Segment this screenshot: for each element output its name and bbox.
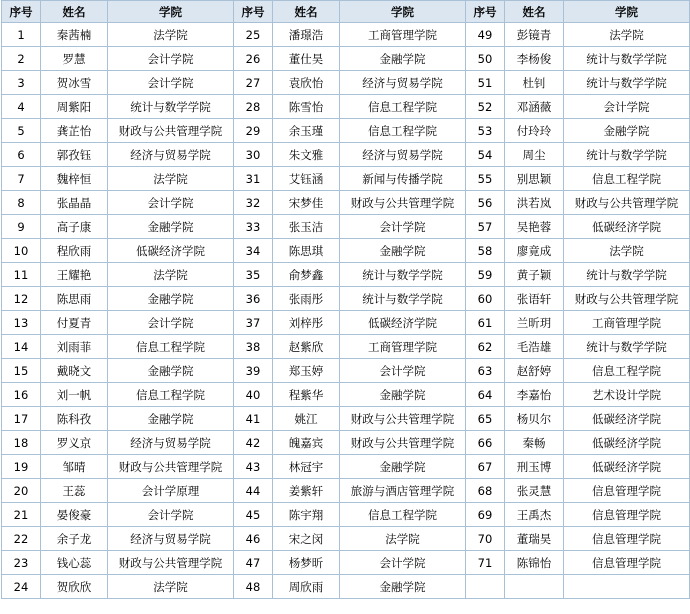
cell-index: 30	[234, 143, 273, 167]
cell-college: 经济与贸易学院	[108, 527, 234, 551]
cell-college: 金融学院	[108, 359, 234, 383]
table-row	[2, 335, 690, 359]
cell-college: 统计与数学学院	[564, 335, 690, 359]
cell-name: 兰昕玥	[505, 311, 564, 335]
cell-college: 信息工程学院	[108, 383, 234, 407]
cell-college: 统计与数学学院	[108, 95, 234, 119]
cell-name: 余子龙	[41, 527, 108, 551]
cell-name: 朱文雅	[273, 143, 340, 167]
cell-college: 会计学院	[108, 191, 234, 215]
table-row	[2, 167, 690, 191]
table-row	[2, 95, 690, 119]
cell-name: 廖竟成	[505, 239, 564, 263]
table-row	[2, 239, 690, 263]
cell-index: 65	[466, 407, 505, 431]
cell-index: 14	[2, 335, 41, 359]
cell-name: 周紫阳	[41, 95, 108, 119]
table-row	[2, 71, 690, 95]
cell-name: 秦茜楠	[41, 23, 108, 47]
cell-college: 法学院	[108, 575, 234, 599]
cell-name: 俞梦鑫	[273, 263, 340, 287]
cell-index: 41	[234, 407, 273, 431]
cell-name: 姚江	[273, 407, 340, 431]
cell-index: 50	[466, 47, 505, 71]
cell-name: 邓涵薇	[505, 95, 564, 119]
cell-name: 李杨俊	[505, 47, 564, 71]
cell-index: 71	[466, 551, 505, 575]
cell-college: 会计学院	[108, 71, 234, 95]
header-college: 学院	[108, 1, 234, 23]
cell-name: 贺冰雪	[41, 71, 108, 95]
cell-name: 罗义京	[41, 431, 108, 455]
cell-index: 60	[466, 287, 505, 311]
cell-name: 付夏青	[41, 311, 108, 335]
cell-index: 52	[466, 95, 505, 119]
cell-college: 旅游与酒店管理学院	[340, 479, 466, 503]
cell-college: 财政与公共管理学院	[108, 455, 234, 479]
cell-name: 钱心蕊	[41, 551, 108, 575]
cell-name: 张晶晶	[41, 191, 108, 215]
cell-name: 晏俊豪	[41, 503, 108, 527]
cell-name: 刘雨菲	[41, 335, 108, 359]
cell-index: 61	[466, 311, 505, 335]
cell-college: 财政与公共管理学院	[340, 407, 466, 431]
cell-college: 低碳经济学院	[564, 455, 690, 479]
cell-name: 王耀艳	[41, 263, 108, 287]
table-row	[2, 431, 690, 455]
cell-name: 袁欣怡	[273, 71, 340, 95]
cell-name: 张雨彤	[273, 287, 340, 311]
cell-college: 会计学院	[340, 359, 466, 383]
cell-college: 会计学原理	[108, 479, 234, 503]
cell-index: 43	[234, 455, 273, 479]
header-name: 姓名	[41, 1, 108, 23]
cell-index: 29	[234, 119, 273, 143]
cell-college: 统计与数学学院	[564, 47, 690, 71]
cell-index: 13	[2, 311, 41, 335]
cell-index: 24	[2, 575, 41, 599]
cell-college: 信息工程学院	[108, 335, 234, 359]
cell-name: 贺欣欣	[41, 575, 108, 599]
cell-index: 62	[466, 335, 505, 359]
cell-name: 王蕊	[41, 479, 108, 503]
cell-college: 财政与公共管理学院	[108, 551, 234, 575]
cell-index: 7	[2, 167, 41, 191]
cell-college: 财政与公共管理学院	[340, 431, 466, 455]
cell-index: 42	[234, 431, 273, 455]
cell-college: 金融学院	[340, 455, 466, 479]
cell-name: 陈科孜	[41, 407, 108, 431]
cell-index: 25	[234, 23, 273, 47]
cell-name: 彭镜青	[505, 23, 564, 47]
cell-college: 信息工程学院	[564, 167, 690, 191]
cell-index: 33	[234, 215, 273, 239]
table-row	[2, 359, 690, 383]
cell-index: 66	[466, 431, 505, 455]
cell-index: 44	[234, 479, 273, 503]
table-row	[2, 575, 690, 599]
cell-college: 会计学院	[108, 503, 234, 527]
cell-name: 刘一帆	[41, 383, 108, 407]
cell-name: 陈锦怡	[505, 551, 564, 575]
cell-name: 程紫华	[273, 383, 340, 407]
cell-college: 经济与贸易学院	[108, 143, 234, 167]
cell-index: 19	[2, 455, 41, 479]
cell-name: 王禹杰	[505, 503, 564, 527]
cell-index: 16	[2, 383, 41, 407]
cell-index: 27	[234, 71, 273, 95]
cell-college: 会计学院	[340, 215, 466, 239]
cell-name: 邹晴	[41, 455, 108, 479]
cell-college: 统计与数学学院	[564, 263, 690, 287]
cell-college: 法学院	[108, 167, 234, 191]
cell-name	[505, 575, 564, 599]
cell-index: 58	[466, 239, 505, 263]
header-index: 序号	[466, 1, 505, 23]
cell-name: 潘璟浩	[273, 23, 340, 47]
table-row	[2, 191, 690, 215]
cell-index: 38	[234, 335, 273, 359]
cell-name: 张灵慧	[505, 479, 564, 503]
cell-index: 31	[234, 167, 273, 191]
cell-index: 17	[2, 407, 41, 431]
cell-index: 34	[234, 239, 273, 263]
cell-college: 低碳经济学院	[108, 239, 234, 263]
cell-name: 周尘	[505, 143, 564, 167]
cell-college: 财政与公共管理学院	[340, 191, 466, 215]
cell-index: 8	[2, 191, 41, 215]
cell-college: 经济与贸易学院	[108, 431, 234, 455]
cell-index: 67	[466, 455, 505, 479]
cell-college: 财政与公共管理学院	[564, 191, 690, 215]
cell-college: 低碳经济学院	[564, 407, 690, 431]
cell-college: 金融学院	[108, 287, 234, 311]
cell-name: 魄嘉宾	[273, 431, 340, 455]
cell-college: 金融学院	[340, 383, 466, 407]
cell-name: 郑玉婷	[273, 359, 340, 383]
cell-name: 戴晓文	[41, 359, 108, 383]
cell-index: 35	[234, 263, 273, 287]
cell-college: 工商管理学院	[340, 335, 466, 359]
cell-index: 12	[2, 287, 41, 311]
cell-index: 32	[234, 191, 273, 215]
cell-college: 金融学院	[108, 407, 234, 431]
header-college: 学院	[564, 1, 690, 23]
cell-index: 57	[466, 215, 505, 239]
cell-name: 付玲玲	[505, 119, 564, 143]
cell-index: 56	[466, 191, 505, 215]
cell-name: 宋之闵	[273, 527, 340, 551]
cell-name: 艾钰涵	[273, 167, 340, 191]
cell-name: 姜紫轩	[273, 479, 340, 503]
cell-name: 高子康	[41, 215, 108, 239]
cell-college	[564, 575, 690, 599]
table-row	[2, 455, 690, 479]
cell-name: 周欣雨	[273, 575, 340, 599]
cell-college: 信息工程学院	[564, 359, 690, 383]
cell-index	[466, 575, 505, 599]
cell-index: 69	[466, 503, 505, 527]
cell-index: 59	[466, 263, 505, 287]
cell-college: 统计与数学学院	[564, 71, 690, 95]
cell-college: 金融学院	[340, 239, 466, 263]
cell-college: 金融学院	[564, 119, 690, 143]
cell-college: 信息管理学院	[564, 527, 690, 551]
cell-name: 郭孜钰	[41, 143, 108, 167]
cell-college: 法学院	[108, 263, 234, 287]
cell-college: 工商管理学院	[564, 311, 690, 335]
table-row	[2, 287, 690, 311]
cell-name: 毛浩雄	[505, 335, 564, 359]
cell-college: 统计与数学学院	[340, 263, 466, 287]
header-index: 序号	[234, 1, 273, 23]
cell-index: 4	[2, 95, 41, 119]
cell-college: 工商管理学院	[340, 23, 466, 47]
cell-name: 赵舒婷	[505, 359, 564, 383]
cell-college: 低碳经济学院	[564, 215, 690, 239]
cell-college: 法学院	[564, 23, 690, 47]
cell-index: 36	[234, 287, 273, 311]
cell-college: 法学院	[108, 23, 234, 47]
cell-name: 董仕昊	[273, 47, 340, 71]
cell-index: 1	[2, 23, 41, 47]
cell-college: 信息管理学院	[564, 479, 690, 503]
cell-index: 68	[466, 479, 505, 503]
cell-index: 37	[234, 311, 273, 335]
header-college: 学院	[340, 1, 466, 23]
table-row	[2, 407, 690, 431]
cell-index: 45	[234, 503, 273, 527]
table-row	[2, 551, 690, 575]
cell-college: 信息工程学院	[340, 95, 466, 119]
cell-index: 48	[234, 575, 273, 599]
cell-college: 信息管理学院	[564, 551, 690, 575]
table-row	[2, 383, 690, 407]
cell-name: 罗慧	[41, 47, 108, 71]
cell-name: 秦畅	[505, 431, 564, 455]
table-row	[2, 119, 690, 143]
cell-college: 信息工程学院	[340, 503, 466, 527]
table-header-row	[2, 1, 690, 23]
table-row	[2, 215, 690, 239]
cell-college: 金融学院	[108, 215, 234, 239]
cell-index: 2	[2, 47, 41, 71]
cell-college: 会计学院	[564, 95, 690, 119]
cell-index: 53	[466, 119, 505, 143]
cell-index: 63	[466, 359, 505, 383]
cell-index: 11	[2, 263, 41, 287]
cell-college: 会计学院	[108, 47, 234, 71]
cell-college: 会计学院	[108, 311, 234, 335]
cell-index: 21	[2, 503, 41, 527]
cell-college: 艺术设计学院	[564, 383, 690, 407]
cell-index: 28	[234, 95, 273, 119]
cell-index: 20	[2, 479, 41, 503]
cell-name: 杨梦昕	[273, 551, 340, 575]
cell-index: 55	[466, 167, 505, 191]
cell-index: 49	[466, 23, 505, 47]
cell-index: 64	[466, 383, 505, 407]
cell-index: 9	[2, 215, 41, 239]
cell-college: 会计学院	[340, 551, 466, 575]
cell-name: 杨贝尔	[505, 407, 564, 431]
cell-college: 金融学院	[340, 47, 466, 71]
cell-college: 经济与贸易学院	[340, 143, 466, 167]
cell-name: 刘梓彤	[273, 311, 340, 335]
cell-index: 70	[466, 527, 505, 551]
cell-college: 财政与公共管理学院	[564, 287, 690, 311]
table-row	[2, 263, 690, 287]
cell-name: 赵紫欣	[273, 335, 340, 359]
cell-index: 51	[466, 71, 505, 95]
cell-index: 23	[2, 551, 41, 575]
cell-college: 统计与数学学院	[340, 287, 466, 311]
cell-index: 47	[234, 551, 273, 575]
cell-index: 26	[234, 47, 273, 71]
cell-name: 张语轩	[505, 287, 564, 311]
cell-name: 龚芷怡	[41, 119, 108, 143]
cell-name: 陈雪怡	[273, 95, 340, 119]
cell-name: 黄子颖	[505, 263, 564, 287]
cell-college: 法学院	[340, 527, 466, 551]
cell-college: 信息工程学院	[340, 119, 466, 143]
cell-index: 18	[2, 431, 41, 455]
table-row	[2, 479, 690, 503]
cell-name: 刑玉博	[505, 455, 564, 479]
cell-name: 吴艳蓉	[505, 215, 564, 239]
cell-college: 低碳经济学院	[340, 311, 466, 335]
table-row	[2, 527, 690, 551]
cell-college: 新闻与传播学院	[340, 167, 466, 191]
cell-college: 财政与公共管理学院	[108, 119, 234, 143]
cell-index: 22	[2, 527, 41, 551]
cell-name: 别思颖	[505, 167, 564, 191]
cell-college: 经济与贸易学院	[340, 71, 466, 95]
cell-name: 余玉瑾	[273, 119, 340, 143]
header-index: 序号	[2, 1, 41, 23]
table-row	[2, 503, 690, 527]
table-row	[2, 23, 690, 47]
cell-index: 10	[2, 239, 41, 263]
cell-name: 程欣雨	[41, 239, 108, 263]
cell-name: 宋梦佳	[273, 191, 340, 215]
cell-name: 陈宇翔	[273, 503, 340, 527]
table-row	[2, 143, 690, 167]
cell-index: 6	[2, 143, 41, 167]
table-body	[2, 23, 690, 599]
cell-college: 金融学院	[340, 575, 466, 599]
cell-index: 3	[2, 71, 41, 95]
cell-index: 40	[234, 383, 273, 407]
cell-name: 杜钊	[505, 71, 564, 95]
cell-index: 5	[2, 119, 41, 143]
cell-college: 统计与数学学院	[564, 143, 690, 167]
cell-name: 张玉洁	[273, 215, 340, 239]
cell-name: 陈思琪	[273, 239, 340, 263]
cell-index: 46	[234, 527, 273, 551]
cell-college: 法学院	[564, 239, 690, 263]
cell-index: 54	[466, 143, 505, 167]
header-name: 姓名	[505, 1, 564, 23]
cell-college: 低碳经济学院	[564, 431, 690, 455]
cell-name: 董瑞昊	[505, 527, 564, 551]
header-name: 姓名	[273, 1, 340, 23]
cell-college: 信息管理学院	[564, 503, 690, 527]
cell-name: 林冠宇	[273, 455, 340, 479]
table-row	[2, 47, 690, 71]
cell-index: 15	[2, 359, 41, 383]
cell-name: 洪若岚	[505, 191, 564, 215]
cell-name: 李嘉怡	[505, 383, 564, 407]
cell-index: 39	[234, 359, 273, 383]
student-roster-table	[1, 0, 690, 599]
table-row	[2, 311, 690, 335]
cell-name: 魏梓恒	[41, 167, 108, 191]
cell-name: 陈思雨	[41, 287, 108, 311]
